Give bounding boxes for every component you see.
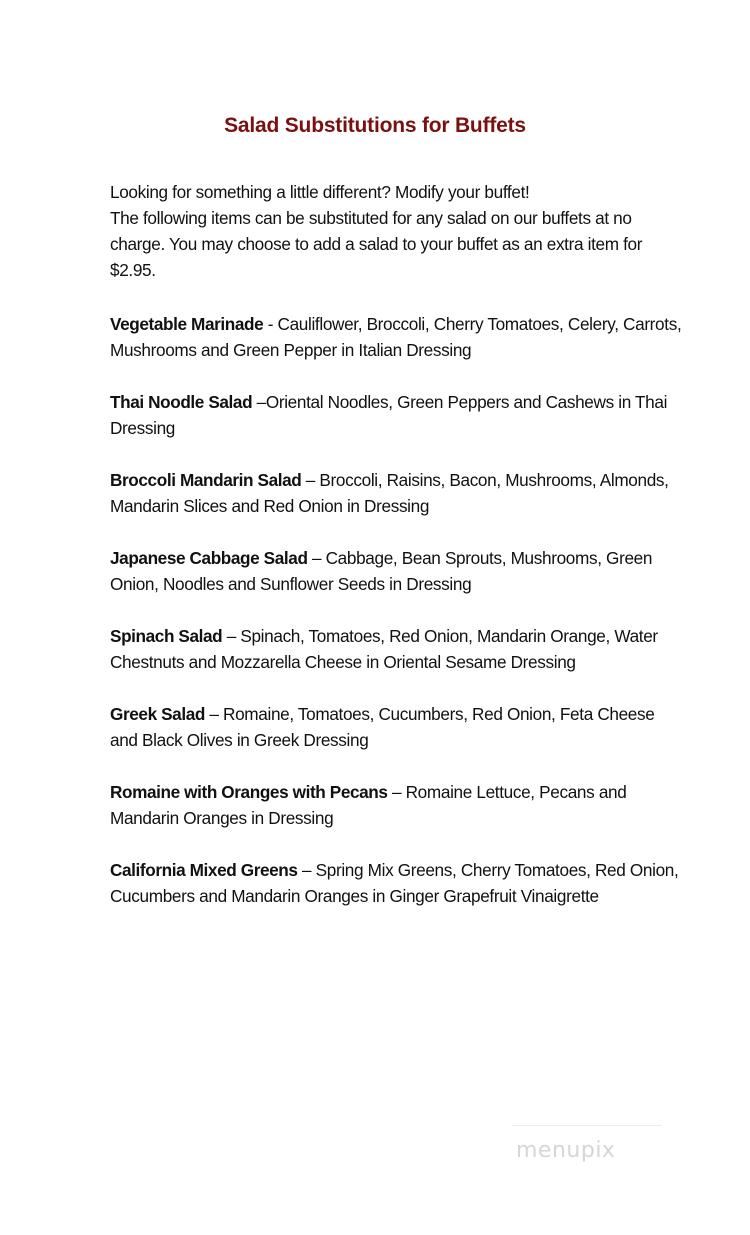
- salad-description: –Oriental Noodles, Green Peppers and Cashews in Thai Dressing: [110, 392, 668, 438]
- salad-name: Romaine with Oranges with Pecans: [110, 782, 388, 802]
- salad-description: – Romaine Lettuce, Pecans and Mandarin Oranges in Dressing: [110, 782, 627, 828]
- menupix-watermark: menupix: [516, 1138, 616, 1163]
- salad-name: Thai Noodle Salad: [110, 392, 253, 412]
- salad-item-japanese-cabbage: [110, 545, 685, 597]
- salad-description: – Spinach, Tomatoes, Red Onion, Mandarin Orange, Water Chestnuts and Mozzarella Cheese in Oriental Sesame Dressing: [110, 626, 658, 672]
- page-title: Salad Substitutions for Buffets: [224, 114, 526, 137]
- intro-line-2: The following items can be substituted for any salad on our buffets at no charge. You may choose to add a salad to your buffet as an extra item for $2.95.: [110, 208, 643, 280]
- salad-description: – Spring Mix Greens, Cherry Tomatoes, Red Onion, Cucumbers and Mandarin Oranges in Ginger Grapefruit Vinaigrette: [110, 860, 679, 906]
- salad-item-spinach: [110, 623, 685, 675]
- salad-item-romaine-oranges-pecans: [110, 779, 685, 831]
- intro-text: [110, 179, 670, 283]
- intro-line-1: Looking for something a little different? Modify your buffet!: [110, 182, 530, 202]
- salad-name: Broccoli Mandarin Salad: [110, 470, 302, 490]
- salad-item-thai-noodle: [110, 389, 685, 441]
- salad-name: Japanese Cabbage Salad: [110, 548, 308, 568]
- salad-name: Vegetable Marinade: [110, 314, 264, 334]
- salad-description: – Cabbage, Bean Sprouts, Mushrooms, Green Onion, Noodles and Sunflower Seeds in Dressing: [110, 548, 653, 594]
- salad-name: Greek Salad: [110, 704, 205, 724]
- salad-description: – Broccoli, Raisins, Bacon, Mushrooms, Almonds, Mandarin Slices and Red Onion in Dressing: [110, 470, 669, 516]
- salad-item-vegetable-marinade: [110, 311, 685, 363]
- salad-list: [110, 311, 685, 935]
- watermark-divider: [512, 1125, 662, 1126]
- salad-description: - Cauliflower, Broccoli, Cherry Tomatoes, Celery, Carrots, Mushrooms and Green Pepper in Italian Dressing: [110, 314, 682, 360]
- salad-name: California Mixed Greens: [110, 860, 298, 880]
- salad-description: – Romaine, Tomatoes, Cucumbers, Red Onion, Feta Cheese and Black Olives in Greek Dressing: [110, 704, 655, 750]
- salad-item-broccoli-mandarin: [110, 467, 685, 519]
- salad-item-greek: [110, 701, 685, 753]
- salad-item-california-mixed-greens: [110, 857, 685, 909]
- salad-name: Spinach Salad: [110, 626, 223, 646]
